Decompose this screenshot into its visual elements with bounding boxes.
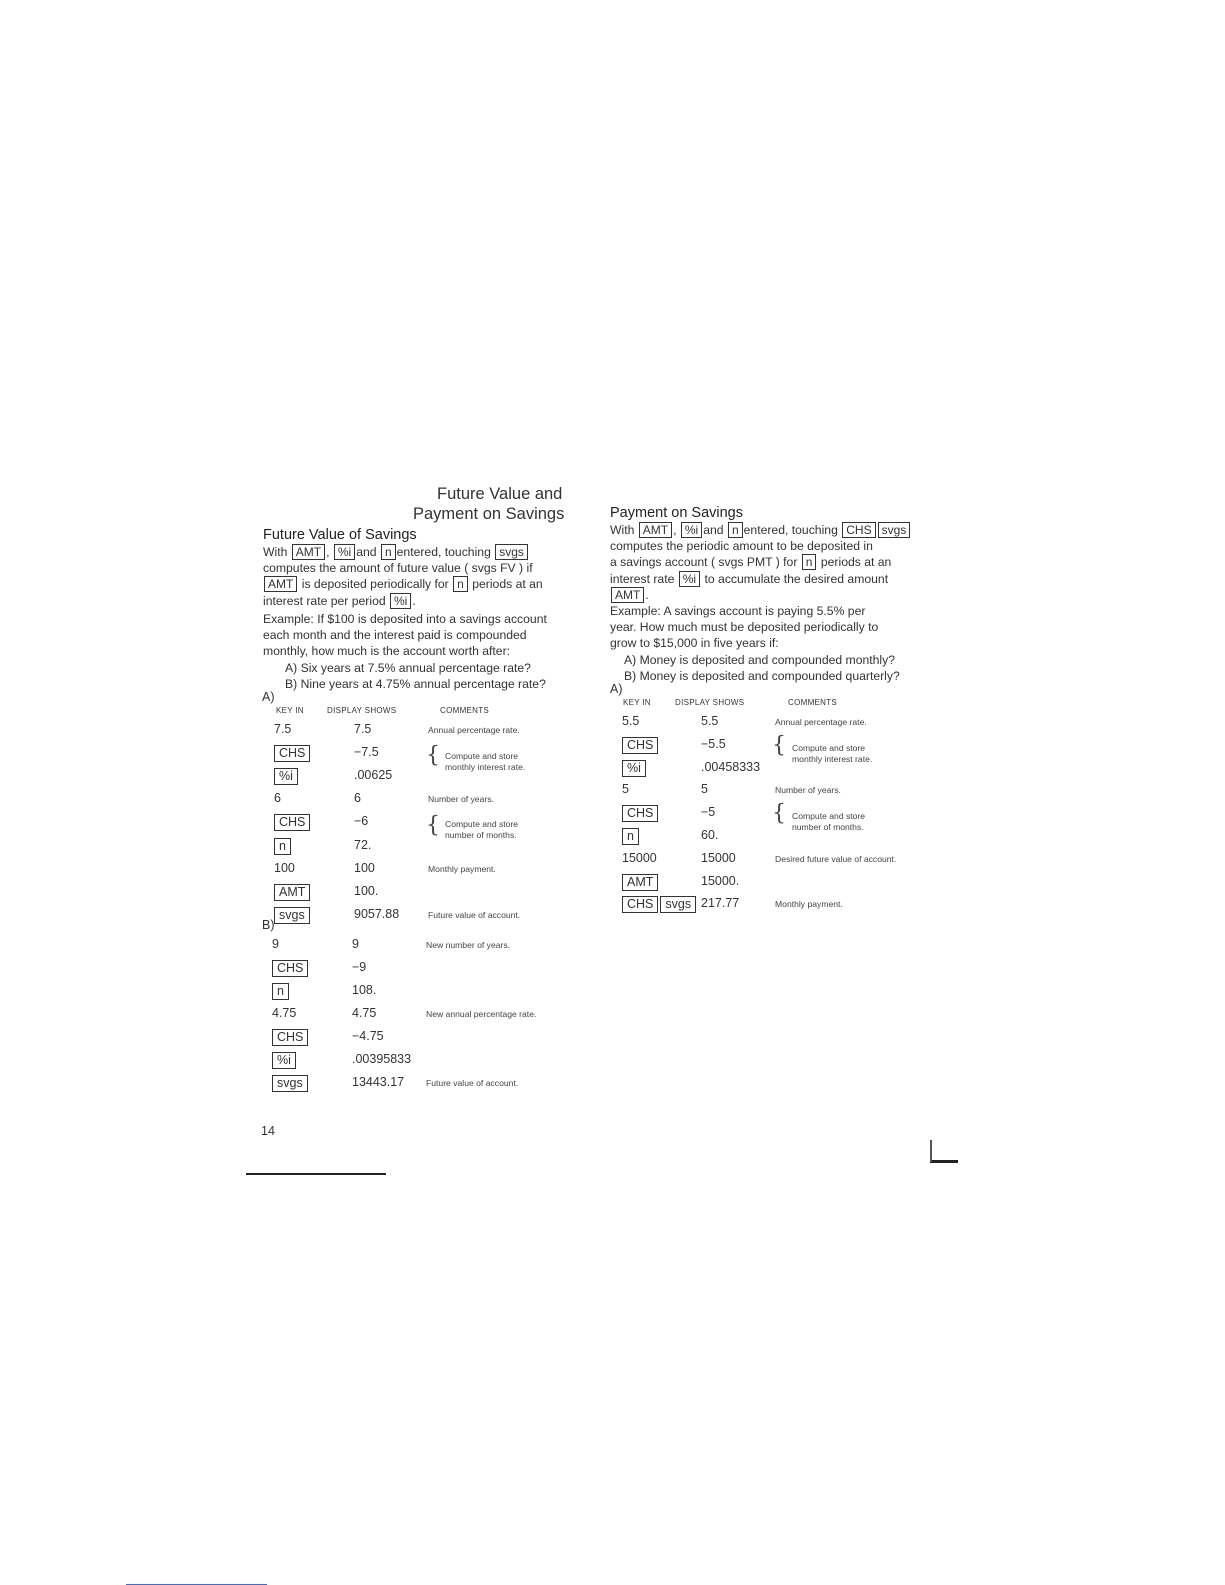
page-number: 14 [261, 1124, 275, 1138]
key-value: 9 [272, 937, 279, 951]
key-button-label: CHS [622, 737, 658, 754]
comment-cell: Future value of account. [428, 909, 521, 920]
bottom-rule [246, 1173, 386, 1175]
example-line: year. How much must be deposited periodically to [610, 620, 879, 635]
display-shows-cell: 15000 [701, 850, 736, 865]
display-shows-cell: 72. [354, 837, 372, 852]
part-b-label: B) [262, 918, 275, 932]
display-shows-cell: −9 [352, 960, 367, 974]
brace-comment-line: number of months. [792, 822, 864, 832]
example-part-a: A) Six years at 7.5% annual percentage rate? [285, 660, 531, 675]
left-example [263, 611, 573, 692]
key-n: n [381, 544, 396, 560]
display-shows-cell: .00458333 [701, 759, 761, 774]
key-button-label: svgs [272, 1075, 308, 1092]
comment-cell: Annual percentage rate. [775, 717, 867, 727]
key-in-cell [274, 722, 291, 736]
key-button-label: %i [622, 760, 646, 777]
brace-comment-line: Compute and store [792, 743, 866, 753]
brace-comment-line: number of months. [445, 830, 517, 840]
comment-cell: New annual percentage rate. [426, 1009, 537, 1019]
display-shows-cell: 100. [354, 883, 379, 898]
key-button-label: CHS [272, 1029, 308, 1046]
key-amt: AMT [264, 576, 297, 592]
comment-cell: Number of years. [775, 785, 841, 796]
key-value: 7.5 [274, 722, 292, 736]
comment-cell: Future value of account. [426, 1078, 519, 1088]
key-percent-i: %i [679, 571, 700, 587]
header-display-shows: DISPLAY SHOWS [675, 698, 745, 707]
intro-text: a savings account ( svgs PMT ) for [610, 555, 798, 570]
key-in-cell [274, 791, 281, 805]
intro-text: With [610, 523, 635, 537]
key-button-label: n [272, 983, 289, 1000]
intro-text: interest rate [610, 571, 675, 586]
display-shows-cell: 13443.17 [352, 1075, 405, 1089]
key-in-cell [272, 1075, 308, 1092]
key-button-label: n [622, 828, 639, 845]
page-edge-mark [930, 1140, 932, 1162]
intro-text: and [703, 523, 724, 537]
example-part-a: A) Money is deposited and compounded monthly? [624, 652, 895, 667]
intro-text: periods at an [472, 577, 543, 592]
brace-comment [792, 743, 872, 765]
key-in-cell [622, 782, 629, 796]
brace-comment-line: monthly interest rate. [445, 762, 526, 772]
display-shows-cell: −6 [354, 814, 369, 829]
key-in-cell [274, 768, 298, 785]
key-in-cell [274, 907, 310, 924]
brace-comment [445, 751, 525, 773]
header-line-1: Future Value and [437, 485, 563, 503]
header-comments: COMMENTS [440, 706, 490, 715]
display-shows-cell: 9 [352, 937, 359, 951]
key-percent-i: %i [681, 522, 702, 538]
key-value: 15000 [622, 850, 657, 865]
display-shows-cell: −5 [701, 805, 716, 820]
key-in-cell [272, 1052, 296, 1069]
key-in-cell [622, 874, 658, 891]
key-chs: CHS [842, 522, 875, 538]
header-line-2: Payment on Savings [413, 505, 565, 523]
display-shows-cell: 7.5 [354, 722, 372, 736]
intro-text: . [645, 587, 649, 602]
display-shows-cell: −7.5 [354, 745, 379, 760]
intro-text: to accumulate the desired amount [704, 571, 889, 586]
key-in-cell [274, 884, 310, 901]
key-in-cell [274, 861, 295, 875]
key-button-label: %i [272, 1052, 296, 1069]
key-percent-i: %i [390, 593, 411, 609]
display-shows-cell: 108. [352, 983, 377, 997]
key-in-cell [274, 814, 310, 831]
comment-cell: Desired future value of account. [775, 853, 897, 864]
key-in-cell [622, 737, 658, 754]
key-percent-i: %i [334, 544, 355, 560]
key-button-label: AMT [622, 874, 658, 891]
intro-text: is deposited periodically for [301, 577, 449, 592]
key-in-cell [272, 983, 289, 1000]
intro-text: , [326, 545, 330, 559]
key-in-cell [622, 896, 696, 913]
key-value: 5 [622, 782, 629, 797]
example-part-b: B) Nine years at 4.75% annual percentage rate? [285, 676, 546, 691]
display-shows-cell: 15000. [701, 873, 740, 888]
key-in-cell [622, 851, 657, 865]
header-display-shows: DISPLAY SHOWS [327, 706, 397, 715]
key-in-cell [274, 838, 291, 855]
part-a-label: A) [610, 682, 623, 696]
key-svgs: svgs [495, 544, 528, 560]
display-shows-cell: 60. [701, 828, 719, 842]
key-svgs: svgs [878, 522, 911, 538]
key-in-cell [622, 828, 639, 845]
comment-cell: Monthly payment. [775, 899, 843, 910]
display-shows-cell: 9057.88 [354, 906, 400, 921]
key-in-cell [272, 960, 308, 977]
comment-cell: Annual percentage rate. [428, 725, 520, 735]
right-intro [610, 522, 940, 603]
key-button-label: svgs [660, 896, 696, 913]
brace-comment-line: Compute and store [445, 751, 519, 761]
key-value: 4.75 [272, 1006, 297, 1020]
display-shows-cell: 4.75 [352, 1006, 377, 1020]
intro-text: . [412, 593, 416, 608]
key-button-label: AMT [274, 884, 310, 901]
key-in-cell [274, 745, 310, 762]
key-n: n [802, 554, 817, 570]
key-amt: AMT [639, 522, 672, 538]
key-in-cell [272, 1029, 308, 1046]
comment-cell: Number of years. [428, 794, 494, 805]
right-section-title: Payment on Savings [610, 505, 743, 521]
display-shows-cell: 5.5 [701, 714, 719, 728]
key-amt: AMT [611, 587, 644, 603]
display-shows-cell: −4.75 [352, 1029, 384, 1043]
intro-text: and [356, 545, 377, 559]
part-a-label: A) [262, 690, 275, 704]
brace-icon: { [426, 813, 440, 838]
key-n: n [728, 522, 743, 538]
comment-cell: Monthly payment. [428, 863, 496, 874]
header-key-in: KEY IN [276, 706, 304, 715]
left-section-title: Future Value of Savings [263, 527, 417, 543]
key-in-cell [622, 760, 646, 777]
brace-comment-line: monthly interest rate. [792, 754, 873, 764]
page-edge-mark [930, 1160, 958, 1163]
key-in-cell [272, 937, 279, 951]
brace-icon: { [426, 743, 440, 768]
left-intro [263, 544, 573, 609]
display-shows-cell: 100 [354, 860, 375, 875]
brace-comment [445, 819, 518, 841]
comment-cell: New number of years. [426, 940, 511, 950]
example-line: Example: A savings account is paying 5.5% per [610, 604, 866, 618]
intro-text: periods at an [820, 555, 892, 570]
header-comments: COMMENTS [788, 698, 838, 707]
key-in-cell [622, 714, 639, 728]
intro-line-2: computes the periodic amount to be deposited in [610, 539, 873, 554]
brace-comment-line: Compute and store [792, 811, 866, 821]
display-shows-cell: 217.77 [701, 896, 740, 911]
key-button-label: CHS [272, 960, 308, 977]
intro-text: entered, touching [743, 523, 838, 537]
display-shows-cell: .00625 [354, 768, 393, 783]
key-button-label: CHS [274, 814, 310, 831]
right-example [610, 603, 940, 684]
intro-text: entered, touching [396, 545, 491, 559]
example-line: grow to $15,000 in five years if: [610, 636, 779, 651]
key-in-cell [272, 1006, 296, 1020]
display-shows-cell: 6 [354, 791, 361, 806]
key-button-label: svgs [274, 907, 310, 924]
intro-line-2: computes the amount of future value ( svgs FV ) if [263, 561, 533, 576]
example-part-b: B) Money is deposited and compounded quarterly? [624, 668, 900, 683]
brace-icon: { [772, 733, 786, 758]
intro-text: interest rate per period [263, 593, 386, 608]
display-shows-cell: 5 [701, 782, 708, 797]
key-value: 100 [274, 860, 295, 875]
key-value: 5.5 [622, 714, 640, 728]
header-key-in: KEY IN [623, 698, 651, 707]
example-line: monthly, how much is the account worth after: [263, 644, 511, 659]
brace-icon: { [772, 801, 786, 826]
example-line: each month and the interest paid is compounded [263, 628, 527, 643]
example-line: Example: If $100 is deposited into a savings account [263, 612, 547, 626]
key-value: 6 [274, 791, 281, 806]
brace-comment [792, 811, 865, 833]
intro-text: , [673, 523, 677, 537]
display-shows-cell: .00395833 [352, 1052, 412, 1066]
key-button-label: CHS [622, 896, 658, 913]
display-shows-cell: −5.5 [701, 736, 726, 751]
key-button-label: %i [274, 768, 298, 785]
key-in-cell [622, 805, 658, 822]
key-button-label: CHS [274, 745, 310, 762]
brace-comment-line: Compute and store [445, 819, 519, 829]
key-button-label: CHS [622, 805, 658, 822]
key-n: n [453, 576, 468, 592]
key-button-label: n [274, 838, 291, 855]
intro-text: With [263, 545, 288, 559]
key-amt: AMT [292, 544, 325, 560]
